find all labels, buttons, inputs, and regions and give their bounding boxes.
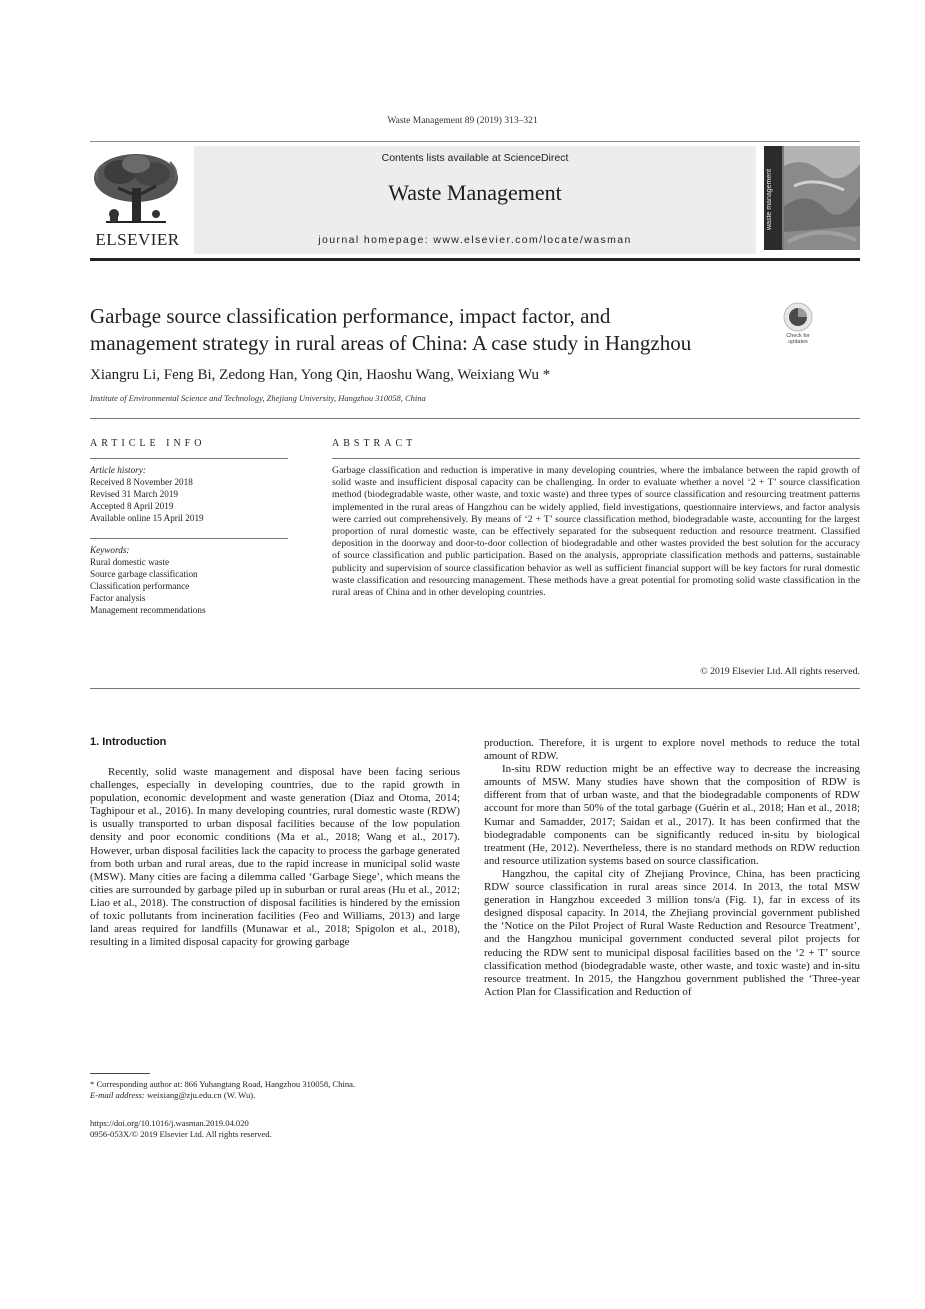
history-online: Available online 15 April 2019 xyxy=(90,513,204,524)
authors-text: Xiangru Li, Feng Bi, Zedong Han, Yong Qin, Haoshu Wang, Weixiang Wu xyxy=(90,367,540,383)
keywords-rule xyxy=(90,538,288,539)
corresponding-footnote xyxy=(90,1079,470,1101)
journal-cover-thumbnail xyxy=(764,146,860,250)
intro-paragraph-2: In-situ RDW reduction might be an effective way to decrease the increasing amounts of MSW. Many studies have shown that the composition of RDW is different from that of urban waste, and that the biodegradable components of RDW account for more than 50% of the total garbage (Guérin et al., 2018; Han et al., 2018; Kumar and Samadder, 2017; Saidan et al., 2017). It has been confirmed that the biodegradable components can be significantly reduced in-situ by biological treatment (He, 2012). Nevertheless, there is no standard methods on RDW reduction and resource utilization systems based on source classification. xyxy=(484,763,860,867)
intro-paragraph-3: Hangzhou, the capital city of Zhejiang Province, China, has been practicing RDW source classification in rural areas since 2014. In 2013, the total MSW generation in Hangzhou exceeded 3 million tons/a (Fig. 1), far in excess of its designed disposal capacity. In 2014, the Zhejiang provincial government published the ‘Notice on the Pilot Project of Rural Waste Reduction and Resource Treatment’, and the Hangzhou municipal government conducted several pilot projects for reducing the RDW sent to municipal disposal facilities based on the ‘2 + T’ source classification method (biodegradable waste, other waste, and toxic waste) and in-situ resource treatment. In 2015, the Hangzhou government published the ‘Three-year Action Plan for Classification and Reduction of xyxy=(484,867,860,998)
email-label: E-mail address: xyxy=(90,1090,145,1100)
abstract-text: Garbage classification and reduction is imperative in many developing countries, where the imbalance between the rapid growth of solid waste and insufficient disposal capacity can be challenging. In order to evaluate whether a novel ‘2 + T’ source classification method (biodegradable waste, other waste, and toxic waste) and three types of source classification and resourcing treatment patterns implemented in the rural areas of Hangzhou can be widely applied, field investigations, questionnaire interviews, and factor analysis were carried out comprehensively. By means of ‘2 + T’ source classification method, biodegradable waste, accounting for the largest proportion of rural domestic waste, can be effectively separated for the subsequent reduction and resource treatment. Classified deposition in the doorway and door-to-door collection of biodegradable and other wastes provided the best solution for the accuracy of source classification and public participation. Based on the analysis, appropriate classification methods and patterns, sustainable publicity and supervision of source classification behavior as well as sufficient financial support will be key factors for rural domestic waste classification and resourcing management. These methods have a great potential for promoting solid waste classification in the rural areas of China and in other developing countries. xyxy=(332,465,860,599)
email-line xyxy=(90,1090,470,1101)
doi-block xyxy=(90,1118,470,1140)
keyword-item: Management recommendations xyxy=(90,605,206,616)
article-info-rule xyxy=(90,458,288,459)
email-link[interactable]: weixiang@zju.edu.cn (W. Wu). xyxy=(144,1090,256,1100)
history-accepted: Accepted 8 April 2019 xyxy=(90,501,174,512)
history-label: Article history: xyxy=(90,465,146,475)
footnote-rule xyxy=(90,1073,150,1074)
corresponding-address: * Corresponding author at: 866 Yuhangtang Road, Hangzhou 310058, China. xyxy=(90,1079,356,1089)
section-divider xyxy=(90,418,860,419)
affiliation: Institute of Environmental Science and Technology, Zhejiang University, Hangzhou 310058, China xyxy=(90,393,426,403)
intro-paragraph-1: Recently, solid waste management and disposal have been facing serious challenges, especially in developing countries, due to the rapid growth in population, economic development and waste generation (Diaz and Otoma, 2014; Taghipour et al., 2016). In many developing countries, rural domestic waste (RDW) is usually transported to urban disposal facilities because of the low population density and poor economic conditions (Ma et al., 2018; Wang et al., 2017). However, urban disposal facilities lack the capacity to process the garbage generated from both urban and rural areas, due to the rapid increase in municipal solid waste (MSW). Many cities are facing a dilemma called ‘Garbage Siege’, which means the cities are surrounded by garbage piled up in suburban or rural areas (Hu et al., 2012; Liao et al., 2018). The construction of disposal facilities is hindered by the emission of toxic pollutants from incineration facilities (Feo and Williams, 2013) and large land areas required for landfills (Munawar et al., 2018; Spigolon et al., 2018), resulting in a limited disposal capacity for growing garbage xyxy=(90,766,460,949)
article-title xyxy=(90,303,770,357)
journal-homepage[interactable]: journal homepage: www.elsevier.com/locate/wasman xyxy=(318,234,632,246)
keyword-item: Rural domestic waste xyxy=(90,557,170,568)
intro-paragraph-continued: production. Therefore, it is urgent to explore novel methods to reduce the total amount of RDW. xyxy=(484,737,860,763)
article-info-heading: ARTICLE INFO xyxy=(90,438,206,449)
title-line-1: Garbage source classification performance, impact factor, and xyxy=(90,304,611,328)
abstract-copyright: © 2019 Elsevier Ltd. All rights reserved. xyxy=(700,666,860,677)
abstract-rule xyxy=(332,458,860,459)
right-column xyxy=(484,737,860,999)
badge-line-1: Check for xyxy=(786,333,810,339)
header-bottom-rule xyxy=(90,258,860,261)
keywords-block xyxy=(90,544,288,617)
history-received: Received 8 November 2018 xyxy=(90,477,193,488)
history-revised: Revised 31 March 2019 xyxy=(90,489,179,500)
title-line-2: management strategy in rural areas of China: A case study in Hangzhou xyxy=(90,331,692,355)
body-divider xyxy=(90,688,860,689)
keyword-item: Classification performance xyxy=(90,581,190,592)
elsevier-wordmark: ELSEVIER xyxy=(95,230,180,249)
cover-artwork xyxy=(784,146,860,250)
corresponding-mark[interactable]: * xyxy=(539,367,551,383)
cover-title: waste management xyxy=(766,168,773,230)
keyword-item: Source garbage classification xyxy=(90,569,198,580)
contents-line: Contents lists available at ScienceDirect xyxy=(381,152,569,164)
cover-spine xyxy=(764,146,782,250)
header-top-rule xyxy=(90,141,860,142)
left-column xyxy=(90,766,460,949)
journal-name: Waste Management xyxy=(388,180,562,205)
doi-link[interactable]: https://doi.org/10.1016/j.wasman.2019.04.020 xyxy=(90,1118,249,1128)
article-history xyxy=(90,464,288,524)
author-list xyxy=(90,367,850,384)
issn-copyright: 0956-053X/© 2019 Elsevier Ltd. All rights reserved. xyxy=(90,1129,272,1139)
introduction-heading: 1. Introduction xyxy=(90,736,167,748)
keyword-item: Factor analysis xyxy=(90,593,146,604)
keywords-label: Keywords: xyxy=(90,545,130,555)
badge-line-2: updates xyxy=(788,339,808,345)
abstract-heading: ABSTRACT xyxy=(332,438,417,449)
journal-citation: Waste Management 89 (2019) 313–321 xyxy=(387,116,538,126)
check-for-updates-label xyxy=(770,333,826,345)
